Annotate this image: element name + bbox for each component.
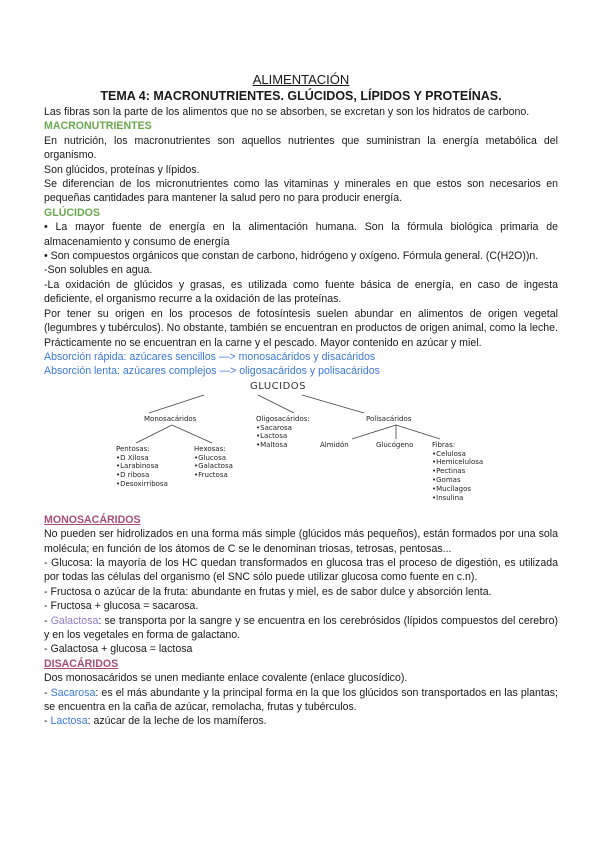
diagram-oligo-item: •Maltosa [256, 441, 288, 450]
sacarosa-term: Sacarosa [50, 686, 96, 699]
macronutrientes-p2: Son glúcidos, proteínas y lípidos. [44, 163, 200, 176]
disacaridos-sacarosa: - Sacarosa: es el más abundante y la principal forma en la que los glúcidos son transportados en las plantas; se encuentra en la caña de azúcar, remolacha, frutas y tubérculos. [44, 686, 558, 713]
line-to-mono [149, 395, 204, 413]
glucidos-p3: -Son solubles en agua. [44, 264, 153, 277]
monosacaridos-fructosa: - Fructosa o azúcar de la fruta: abundante en frutas y miel, es de sabor dulce y absorción lenta. [44, 585, 492, 598]
line-to-oligo [258, 395, 294, 413]
disacaridos-lactosa: - Lactosa: azúcar de la leche de los mamíferos. [44, 715, 267, 728]
diagram-pentosas-item: •D ribosa [116, 471, 150, 480]
diagram-poli: Polisacáridos [366, 414, 412, 423]
diagram-fibras-item: •Insulina [432, 493, 464, 502]
diagram-pentosas [116, 445, 168, 489]
diagram-hexosas-item: •Glucosa [194, 453, 227, 462]
lactosa-term: Lactosa [50, 715, 88, 728]
page-title: ALIMENTACIÓN [252, 72, 350, 87]
monosacaridos-galactosa-glucosa: - Galactosa + glucosa = lactosa [44, 643, 193, 656]
glucidos-p5: Por tener su origen en los procesos de fotosíntesis suelen abundar en alimentos de origen vegetal (legumbres y tubérculos). No obstante, también se encuentran en productos de origen animal, como la leche. Prácticamente no se encuentran en la carne y el pescado. Mayor contenido en azúcar y miel. [44, 307, 558, 349]
diagram-pentosas-item: •D Xilosa [116, 453, 149, 462]
diagram-glucogeno: Glucógeno [376, 440, 414, 449]
diagram-mono: Monosacáridos [144, 414, 197, 423]
diagram-fibras-item: •Hemicelulosa [432, 458, 484, 467]
intro-paragraph: Las fibras son la parte de los alimentos que no se absorben, se excretan y son los hidratos de carbono. [44, 106, 530, 118]
lactosa-text: : azúcar de la leche de los mamíferos. [87, 715, 267, 728]
line-to-poli [302, 395, 364, 413]
disacaridos-heading: DISACÁRIDOS [44, 657, 119, 670]
diagram-fibras [432, 441, 483, 503]
diagram-hexosas-label: Hexosas: [194, 444, 226, 453]
diagram-fibras-item: •Gomas [432, 475, 461, 484]
diagram-fibras-label: Fibras: [432, 440, 456, 449]
diagram-pentosas-item: •Desoxirribosa [116, 479, 168, 488]
glucidos-p2: • Son compuestos orgánicos que constan de carbono, hidrógeno y oxígeno. Fórmula general. (C(H2O))n. [44, 250, 539, 263]
glucidos-p1: • La mayor fuente de energía en la alimentación humana. Son la fórmula biológica primaria de almacenamiento y consumo de energía [44, 221, 558, 248]
monosacaridos-fructosa-glucosa: - Fructosa + glucosa = sacarosa. [44, 600, 199, 613]
diagram-fibras-item: •Mucílagos [432, 484, 472, 493]
line-to-fibras [396, 425, 440, 439]
monosacaridos-heading: MONOSACÁRIDOS [44, 513, 141, 526]
monosacaridos-glucosa: - Glucosa: la mayoría de los HC quedan transformados en glucosa tras el proceso de digestión, es utilizada por todas las células del organismo (el SNC sólo puede utilizar glucosa como fuente en c.n). [44, 556, 558, 584]
absorcion-lenta: Absorción lenta: azúcares complejos —> oligosacáridos y polisacáridos [44, 365, 380, 378]
macronutrientes-p1: En nutrición, los macronutrientes son aquellos nutrientes que suministran la energía metabólica del organismo. [44, 134, 558, 162]
diagram-hexosas-item: •Fructosa [194, 471, 228, 480]
glucidos-diagram [44, 381, 558, 509]
sacarosa-text: : es el más abundante y la principal forma en la que los glúcidos son transportados en las plantas; se encuentra en la caña de azúcar, remolacha, frutas y tubérculos. [44, 686, 558, 713]
diagram-pentosas-label: Pentosas: [116, 444, 150, 453]
glucidos-p4: -La oxidación de glúcidos y grasas, es utilizada como fuente básica de energía, en caso de ingesta deficiente, el organismo recurre a la oxidación de las proteínas. [44, 278, 558, 306]
monosacaridos-galactosa: - Galactosa: se transporta por la sangre y se encuentra en los cerebrósidos (lípidos compuestos del cerebro) y en los vegetales en forma de galactano. [44, 614, 558, 641]
line-to-almidon [352, 425, 396, 439]
diagram-fibras-item: •Pectinas [432, 467, 466, 476]
line-to-pentosas [136, 425, 172, 443]
galactosa-term: Galactosa [50, 614, 99, 627]
diagram-title: GLUCIDOS [250, 380, 306, 392]
diagram-oligo-label: Oligosacáridos: [256, 414, 310, 423]
absorcion-rapida: Absorción rápida: azúcares sencillos —> monosacáridos y disacáridos [44, 350, 376, 363]
macronutrientes-p3: Se diferencian de los micronutrientes como las vitaminas y minerales en que estos son necesarios en pequeñas cantidades para mantener la salud pero no para producir energía. [44, 178, 558, 205]
diagram-oligo-item: •Lactosa [256, 432, 288, 441]
document-page [44, 72, 558, 729]
line-to-hexosas [172, 425, 212, 443]
diagram-pentosas-item: •Larabinosa [116, 462, 159, 471]
monosacaridos-p1: No pueden ser hidrolizados en una forma más simple (glúcidos más pequeños), están formados por una sola molécula; en función de los átomos de C se le denominan triosas, tetrosas, pentosas... [44, 528, 558, 555]
macronutrientes-heading: MACRONUTRIENTES [44, 120, 152, 133]
diagram-hexosas-item: •Galactosa [194, 462, 233, 471]
diagram-almidon: Almidón [320, 440, 349, 449]
page-subtitle: TEMA 4: MACRONUTRIENTES. GLÚCIDOS, LÍPIDOS Y PROTEÍNAS. [100, 89, 502, 103]
diagram-oligo-item: •Sacarosa [256, 423, 292, 432]
disacaridos-p1: Dos monosacáridos se unen mediante enlace covalente (enlace glucosídico). [44, 672, 408, 685]
diagram-oligo [256, 415, 310, 450]
diagram-hexosas [194, 445, 233, 480]
diagram-fibras-item: •Celulosa [432, 449, 466, 458]
galactosa-text: : se transporta por la sangre y se encuentra en los cerebrósidos (lípidos compuestos del cerebro) y en los vegetales en forma de galactano. [44, 614, 558, 641]
glucidos-heading: GLÚCIDOS [44, 206, 100, 219]
